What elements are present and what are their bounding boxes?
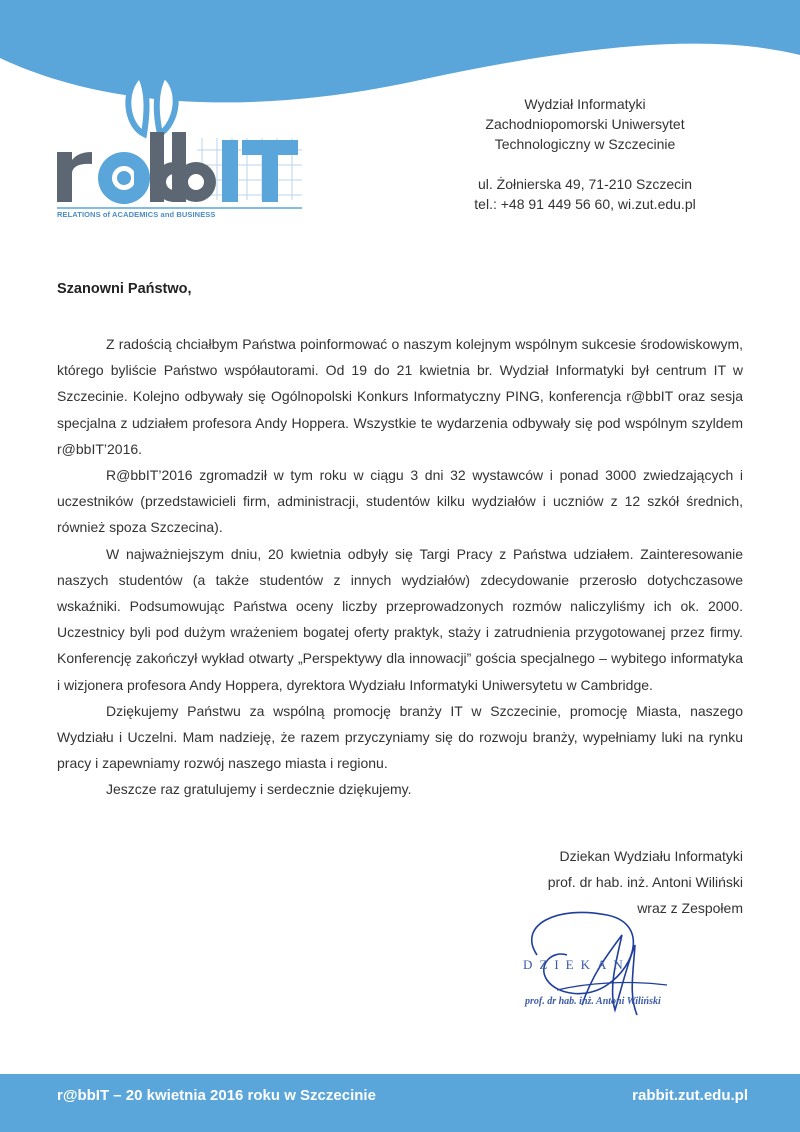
handwritten-signature-icon	[497, 895, 682, 1055]
institution-header	[440, 94, 730, 214]
letter-paragraph: Z radością chciałbym Państwa poinformować o naszym kolejnym wspólnym sukcesie środowiskowym, którego byliście Państwo współautorami. Od 19 do 21 kwietnia br. Wydział Informatyki był centrum IT w Szczecinie. Kolejno odbywały się Ogólnopolski Konkurs Informatyczny PING, konferencja r@bbIT oraz sesja specjalna z udziałem profesora Andy Hoppera. Wszystkie te wydarzenia odbywały się pod wspólnym szyldem r@bbIT’2016.	[57, 336, 743, 457]
footer-event-text: r@bbIT – 20 kwietnia 2016 roku w Szczecinie	[57, 1087, 376, 1104]
closing-dean-name: prof. dr hab. inż. Antoni Wiliński	[547, 874, 743, 891]
institution-contact: tel.: +48 91 449 56 60, wi.zut.edu.pl	[474, 196, 696, 212]
letter-paragraph: Jeszcze raz gratulujemy i serdecznie dziękujemy.	[106, 781, 412, 798]
footer-website-link[interactable]: rabbit.zut.edu.pl	[632, 1087, 748, 1104]
stamp-name: prof. dr hab. inż. Antoni Wiliński	[525, 996, 661, 1007]
letter-body	[57, 331, 743, 803]
letter-salutation: Szanowni Państwo,	[57, 281, 192, 297]
institution-address: ul. Żołnierska 49, 71-210 Szczecin	[478, 176, 692, 192]
closing-dean-title: Dziekan Wydziału Informatyki	[559, 848, 743, 864]
rabbit-logo	[52, 70, 312, 230]
letter-paragraph: Dziękujemy Państwu za wspólną promocję branży IT w Szczecinie, promocję Miasta, naszego Wydziału i Uczelni. Mam nadzieję, że razem przyczyniamy się do rozwoju branży, wypełniamy luki na rynku pracy i zapewniamy rozwój naszego miasta i regionu.	[57, 702, 743, 772]
institution-faculty: Wydział Informatyki	[524, 96, 646, 112]
letter-paragraph: R@bbIT’2016 zgromadził w tym roku w ciągu 3 dni 32 wystawców i ponad 3000 zwiedzających i uczestników (przedstawicieli firm, administracji, studentów kilku wydziałów i uczniów z 12 szkół średnich, również spoza Szczecina).	[57, 467, 743, 536]
closing-team: wraz z Zespołem	[637, 900, 743, 917]
letter-paragraph: W najważniejszym dniu, 20 kwietnia odbyły się Targi Pracy z Państwa udziałem. Zainteresowanie naszych studentów (a także studentów z innych wydziałów) zdecydowanie przerosło dotychczasowe wskaźniki. Podsumowując Państwa oceny liczby przeprowadzonych rozmów naliczyliśmy ich ok. 2000. Uczestnicy byli pod dużym wrażeniem bogatej oferty praktyk, staży i zatrudnienia przygotowanej przez firmy. Konferencję zakończył wykład otwarty „Perspektywy dla innowacji” gościa specjalnego – wybitego informatyka i wizjonera profesora Andy Hoppera, dyrektora Wydziału Informatyki Uniwersytetu w Cambridge.	[57, 545, 743, 693]
institution-university: Zachodniopomorski Uniwersytet	[485, 116, 685, 132]
institution-university-cont: Technologiczny w Szczecinie	[494, 136, 676, 152]
logo-tagline: RELATIONS of ACADEMICS and BUSINESS	[57, 210, 216, 219]
stamp-title: DZIEKAN	[523, 957, 630, 972]
